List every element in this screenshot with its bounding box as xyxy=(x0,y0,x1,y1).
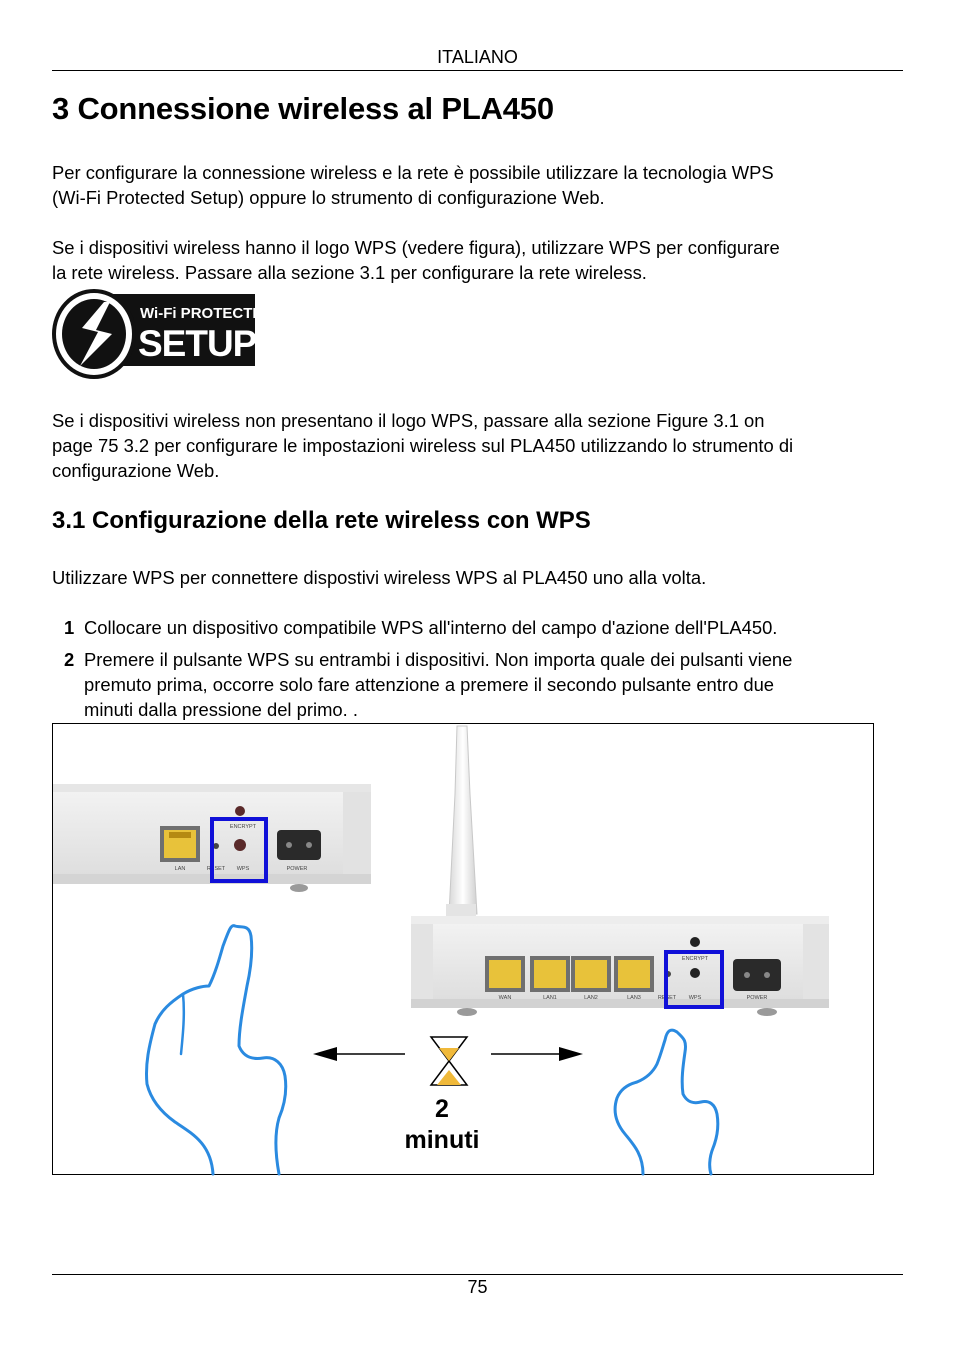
right-device xyxy=(411,916,829,1016)
footer-rule xyxy=(52,1274,903,1275)
left-power-label: POWER xyxy=(286,866,308,872)
section-intro xyxy=(52,565,904,590)
left-hand-crease xyxy=(181,994,184,1054)
left-device-top xyxy=(53,784,371,792)
router-antenna xyxy=(446,726,477,936)
left-lan-label: LAN xyxy=(174,866,186,872)
step-line: Premere il pulsante WPS su entrambi i dispositivi. Non importa quale dei pulsanti viene xyxy=(84,649,793,670)
right-power-socket-icon xyxy=(733,959,781,991)
wps-line: la rete wireless. Passare alla sezione 3.1 per configurare la rete wireless. xyxy=(52,262,647,283)
left-encrypt-led-icon xyxy=(235,806,245,816)
wps-figure xyxy=(52,723,874,1175)
no-wps-line: page 75 3.2 per configurare le impostazioni wireless sul PLA450 utilizzando lo strumento di xyxy=(52,435,794,456)
wan-port-inner xyxy=(489,960,521,988)
left-wps-button-icon xyxy=(234,839,246,851)
step-number: 1 xyxy=(64,617,75,638)
time-value: 2 xyxy=(435,1095,449,1123)
no-wps-line: configurazione Web. xyxy=(52,460,220,481)
wps-line: Se i dispositivi wireless hanno il logo WPS (vedere figura), utilizzare WPS per configurare xyxy=(52,237,780,258)
header-language: ITALIANO xyxy=(437,47,518,67)
right-encrypt-led-icon xyxy=(690,937,700,947)
left-power-socket-icon xyxy=(277,830,321,860)
right-device-foot xyxy=(457,1008,477,1016)
step-line: premuto prima, occorre solo fare attenzione a premere il secondo pulsante entro due xyxy=(84,674,775,695)
right-power-label: POWER xyxy=(746,995,768,1001)
lan1-label: LAN1 xyxy=(543,995,557,1001)
right-reset-label: RESET xyxy=(657,995,677,1001)
intro-line: (Wi-Fi Protected Setup) oppure lo strumento di configurazione Web. xyxy=(52,187,605,208)
intro-line: Per configurare la connessione wireless e la rete è possibile utilizzare la tecnologia WPS xyxy=(52,162,774,183)
lan3-port-inner xyxy=(618,960,650,988)
left-encrypt-label: ENCRYPT xyxy=(229,824,257,830)
right-hand-icon xyxy=(615,1030,718,1174)
left-arrow-icon xyxy=(313,1047,405,1061)
lan2-port-inner xyxy=(575,960,607,988)
no-wps-paragraph xyxy=(52,408,904,483)
left-power-pin xyxy=(286,842,292,848)
left-power-pin xyxy=(306,842,312,848)
right-device-foot xyxy=(757,1008,777,1016)
right-device-side xyxy=(803,924,829,1008)
header-rule xyxy=(52,70,903,71)
logo-text-line1: Wi-Fi PROTECTED xyxy=(140,305,274,322)
right-wps-button-icon xyxy=(690,968,700,978)
left-wps-label: WPS xyxy=(236,866,250,872)
left-hand-icon xyxy=(146,926,285,1174)
left-device-foot xyxy=(290,884,308,892)
right-wps-label: WPS xyxy=(688,995,702,1001)
right-device-top xyxy=(411,916,829,924)
wps-logo-icon xyxy=(52,288,274,380)
lan2-label: LAN2 xyxy=(584,995,598,1001)
right-device-side xyxy=(411,924,433,1008)
left-device xyxy=(53,784,371,892)
page-number: 75 xyxy=(467,1277,488,1297)
hourglass-icon xyxy=(431,1037,467,1085)
left-reset-label: RESET xyxy=(206,866,226,872)
lan1-port-inner xyxy=(534,960,566,988)
step-line: minuti dalla pressione del primo. . xyxy=(84,699,358,720)
step-line: Collocare un dispositivo compatibile WPS all'interno del campo d'azione dell'PLA450. xyxy=(84,617,778,638)
left-device-side xyxy=(343,792,371,884)
intro-paragraph xyxy=(52,160,904,210)
wps-paragraph xyxy=(52,235,904,285)
step-1 xyxy=(52,615,912,640)
no-wps-line: Se i dispositivi wireless non presentano il logo WPS, passare alla sezione Figure 3.1 on xyxy=(52,410,765,431)
right-arrow-icon xyxy=(491,1047,583,1061)
time-label xyxy=(401,1094,483,1156)
right-encrypt-label: ENCRYPT xyxy=(681,956,709,962)
step-2 xyxy=(52,647,912,722)
right-power-pin xyxy=(744,972,750,978)
antenna-shaft xyxy=(449,726,477,914)
lan3-label: LAN3 xyxy=(627,995,641,1001)
right-power-pin xyxy=(764,972,770,978)
chapter-title: 3 Connessione wireless al PLA450 xyxy=(52,91,554,126)
left-lan-port-pins xyxy=(169,832,191,838)
section-title: 3.1 Configurazione della rete wireless con WPS xyxy=(52,507,591,534)
wan-label: WAN xyxy=(498,995,512,1001)
time-unit: minuti xyxy=(404,1126,480,1154)
section-intro-line: Utilizzare WPS per connettere dispostivi wireless WPS al PLA450 uno alla volta. xyxy=(52,567,707,588)
step-number: 2 xyxy=(64,649,75,670)
logo-text-line2: SETUP xyxy=(138,323,257,364)
